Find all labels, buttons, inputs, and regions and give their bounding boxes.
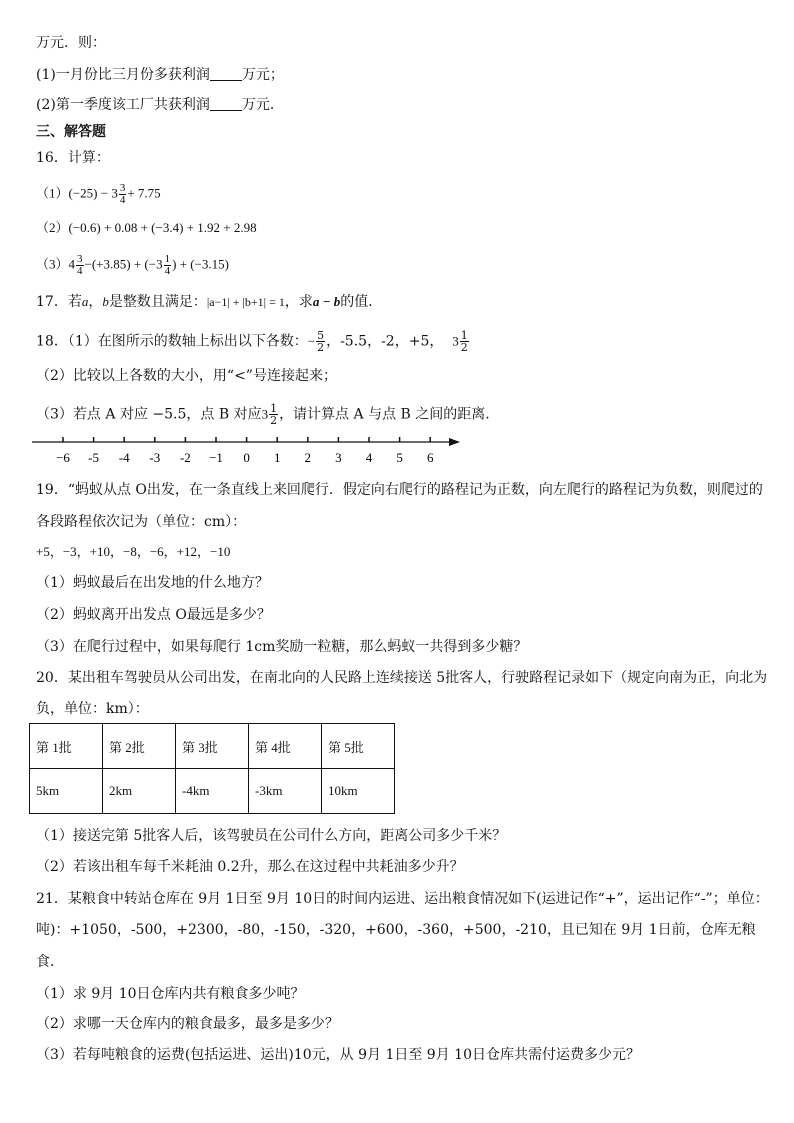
fraction: $\frac{3}{4}$ xyxy=(119,182,126,206)
q16-expr3 xyxy=(36,254,229,277)
axis-tick-label: 1 xyxy=(273,450,281,465)
q18-stem: 18．（1）在图所示的数轴上标出以下各数： xyxy=(36,333,308,350)
q16-label1: （1） xyxy=(36,185,69,201)
q15-part1 xyxy=(36,65,284,85)
q16-label2: （2） xyxy=(36,220,69,235)
q15-part1-text: (1)一月份比三月份多获利润 xyxy=(36,67,210,83)
answer-blank[interactable] xyxy=(210,96,242,111)
q15-part2-text: (2)第一季度该工厂共获利润 xyxy=(36,97,210,113)
var-b: b xyxy=(102,294,109,309)
q18-list: ，-5.5，-2，+5， xyxy=(326,333,444,350)
axis-tick-label: 0 xyxy=(243,450,250,465)
table-row xyxy=(30,769,395,814)
q19-line1: 19．“蚂蚁从点 O出发，在一条直线上来回爬行．假定向右爬行的路程记为正数，向左爬行的路程记为负数，则爬过的 xyxy=(36,482,763,498)
q17-text: 是整数且满足： xyxy=(108,294,207,310)
fraction: $\frac{5}{2}$ xyxy=(317,329,325,354)
q15-part1-unit: 万元； xyxy=(241,67,284,83)
fraction: $\frac{1}{2}$ xyxy=(270,402,278,427)
q16-e2-expr: (−0.6) + 0.08 + (−3.4) + 1.92 + 2.98 xyxy=(68,220,257,235)
axis-tick-label: -3 xyxy=(149,450,161,465)
q16-e1-a: (−25) − 3 xyxy=(68,185,118,201)
q18-part1 xyxy=(36,330,470,353)
q20-part2: （2）若该出租车每千米耗油 0.2升，那么在这过程中共耗油多少升？ xyxy=(36,859,464,875)
mixed-whole: 3 xyxy=(452,333,459,349)
q21-part2: （2）求哪一天仓库内的粮食最多，最多是多少？ xyxy=(36,1016,339,1032)
axis-tick-label: -4 xyxy=(118,450,130,465)
q19-part2: （2）蚂蚁离开出发点 O最远是多少？ xyxy=(36,607,271,623)
q16-e3-a: 4 xyxy=(68,256,76,272)
q16-label3: （3） xyxy=(36,256,69,272)
axis-tick-label: 3 xyxy=(335,450,342,465)
q21-part3: （3）若每吨粮食的运费(包括运进、运出)10元，从 9月 1日至 9月 10日仓库共需付运费多少元？ xyxy=(36,1047,640,1063)
number-line xyxy=(30,428,470,468)
q20-line1: 20．某出租车驾驶员从公司出发，在南北向的人民路上连续接送 5批客人，行驶路程记录如下（规定向南为正，向北为 xyxy=(36,670,768,686)
minus-sign: − xyxy=(307,333,316,349)
table-header-cell: 第 3批 xyxy=(176,724,249,769)
table-header-row xyxy=(30,724,395,769)
q16-e3-c: ) + (−3.15) xyxy=(172,256,229,272)
q21-line1: 21．某粮食中转站仓库在 9月 1日至 9月 10日的时间内运进、运出粮食情况如下(运进记作“+”，运出记作“-”；单位： xyxy=(36,891,769,907)
q16-e3-b: −(+3.85) + (−3 xyxy=(84,256,163,272)
q16-expr1 xyxy=(36,183,161,206)
q17-text: 17．若 xyxy=(36,294,82,310)
axis-tick-label: 6 xyxy=(426,450,434,465)
fraction: $\frac{3}{4}$ xyxy=(77,253,83,277)
axis-tick-label: -5 xyxy=(88,450,100,465)
axis-tick-label: −1 xyxy=(209,450,223,465)
mixed-whole: 3 xyxy=(261,406,269,422)
fraction: $\frac{1}{4}$ xyxy=(164,253,171,277)
q19-part1: （1）蚂蚁最后在出发地的什么地方？ xyxy=(36,575,269,591)
axis-tick-label: -2 xyxy=(179,450,191,465)
trip-table xyxy=(29,723,395,814)
table-cell: 10km xyxy=(322,769,395,814)
q15-part2 xyxy=(36,95,284,115)
table-cell: -4km xyxy=(176,769,249,814)
q21-part1: （1）求 9月 10日仓库内共有粮食多少吨？ xyxy=(36,986,305,1002)
q15-tail: 万元．则： xyxy=(36,35,106,51)
q21-line2: 吨)：+1050，-500，+2300，-80，-150，-320，+600，-360，+500，-210，且已知在 9月 1日前，仓库无粮 xyxy=(36,922,756,938)
q16-expr2 xyxy=(36,218,257,238)
table-cell: 2km xyxy=(103,769,176,814)
q16-e1-b: + 7.75 xyxy=(127,185,161,201)
q15-part2-unit: 万元． xyxy=(241,97,284,113)
var-a: a xyxy=(81,294,89,309)
q19-data: +5，−3，+10，−8，−6，+12，−10 xyxy=(36,544,231,559)
q19-part3: （3）在爬行过程中，如果每爬行 1cm奖励一粒糖，那么蚂蚁一共得到多少糖？ xyxy=(36,639,528,655)
table-header-cell: 第 4批 xyxy=(249,724,322,769)
q21-line3: 食． xyxy=(36,954,64,970)
table-cell: -3km xyxy=(249,769,322,814)
q17-expr: a − b xyxy=(312,294,341,309)
table-header-cell: 第 5批 xyxy=(322,724,395,769)
q17-sep: ， xyxy=(88,294,103,310)
answer-blank[interactable] xyxy=(210,66,242,81)
q18-part2: （2）比较以上各数的大小，用“<”号连接起来； xyxy=(36,368,337,384)
q20-part1: （1）接送完第 5批客人后，该驾驶员在公司什么方向，距离公司多少千米？ xyxy=(36,828,507,844)
q17-equation: |a−1| + |b+1| = 1 xyxy=(206,295,285,309)
arrow-head-icon xyxy=(449,438,460,446)
axis-tick-label: 4 xyxy=(365,450,373,465)
q19-line2: 各段路程依次记为（单位：cm）： xyxy=(36,514,247,530)
axis-tick-label: −6 xyxy=(56,450,70,465)
fraction: $\frac{1}{2}$ xyxy=(460,329,468,354)
axis-tick-label: 2 xyxy=(304,450,312,465)
table-header-cell: 第 2批 xyxy=(103,724,176,769)
axis-tick-label: 5 xyxy=(396,450,403,465)
table-header-cell: 第 1批 xyxy=(30,724,103,769)
q18-p3-text: ，请计算点 A 与点 B 之间的距离． xyxy=(279,406,500,423)
q17-text: ，求 xyxy=(284,294,313,310)
q18-part3 xyxy=(36,403,499,426)
q17 xyxy=(36,292,382,312)
section-heading: 三、解答题 xyxy=(36,124,106,140)
q16-stem: 16．计算： xyxy=(36,150,110,166)
table-cell: 5km xyxy=(30,769,103,814)
q20-line2: 负，单位：km）： xyxy=(36,701,149,717)
q17-text: 的值． xyxy=(340,294,383,310)
q18-p3-text: （3）若点 A 对应 −5.5，点 B 对应 xyxy=(36,406,262,423)
